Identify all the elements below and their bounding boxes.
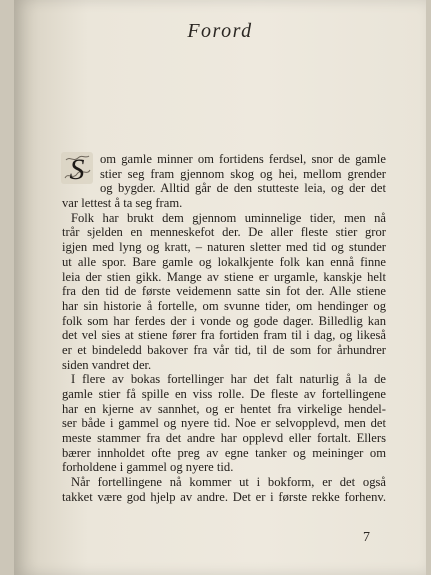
- text-line: er et bindeledd bakover fra vår tid, til de som for århundrer: [62, 342, 386, 357]
- text-line: fra den tid de første veidemenn satte sin fot der. Alle stiene: [62, 284, 386, 299]
- text-line: igjen med lyng og kratt, – naturen sletter med tid og stunder: [62, 240, 386, 255]
- text-line: I flere av bokas fortellinger har det falt naturlig å la de: [71, 372, 386, 387]
- text-line: forholdene i gammel og nyere tid.: [62, 460, 234, 475]
- text-line: har en kjerne av sannhet, og er hentet fra virkelige hendel-: [62, 401, 386, 416]
- text-line: siden vandret der.: [62, 357, 152, 372]
- paragraph-3: [62, 372, 386, 475]
- paragraph-1: [62, 152, 386, 211]
- text-line: bærer innholdet ofte preg av egne tanker og meininger om: [62, 445, 386, 460]
- paragraph-4: [62, 475, 386, 504]
- paragraph-2: [62, 211, 386, 373]
- book-page: [14, 0, 426, 575]
- text-line: meste stammer fra det andre har opplevd eller fortalt. Ellers: [62, 431, 386, 446]
- text-line: ser både i gammel og nyere tid. Noe er selvopplevd, men det: [62, 416, 386, 431]
- text-line: var lettest å ta seg fram.: [62, 196, 183, 211]
- text-line: takket være god hjelp av andre. Det er i første rekke forhenv.: [62, 489, 386, 504]
- text-line: om gamle minner om fortidens ferdsel, snor de gamle: [100, 152, 386, 166]
- text-line: og bygder. Alltid går de den stutteste leia, og der det: [100, 181, 386, 196]
- text-line: ut alle spor. Bare gamle og lokalkjente folk kan ennå finne: [62, 254, 386, 269]
- drop-cap-letter: S: [69, 153, 85, 186]
- text-line: har sin historie å fortelle, om svunne tider, om hendinger og: [62, 298, 386, 313]
- page-number: 7: [363, 530, 370, 545]
- text-line: leia der stien gikk. Mange av stiene er urgamle, kanskje helt: [62, 269, 386, 284]
- text-line: stier seg fram gjennom skog og hei, mellom grender: [100, 166, 386, 181]
- text-line: folk som har ferdes der i vonde og gode dager. Billedlig kan: [62, 313, 386, 328]
- page-title: Forord: [187, 20, 253, 42]
- text-line: Folk har brukt dem gjennom uminnelige tider, men nå: [71, 210, 386, 225]
- body-text: [62, 152, 386, 505]
- text-line: trår sjelden en menneskefot der. De aller fleste stier gror: [62, 225, 386, 240]
- text-line: gamle stier få spille en viss rolle. De fleste av fortellingene: [62, 387, 386, 401]
- text-line: det vel sies at stiene fører fra fortiden fram til i dag, og likeså: [62, 328, 386, 343]
- text-line: Når fortellingene nå kommer ut i bokform, er det også: [71, 475, 386, 490]
- drop-cap-ornament: [59, 150, 95, 186]
